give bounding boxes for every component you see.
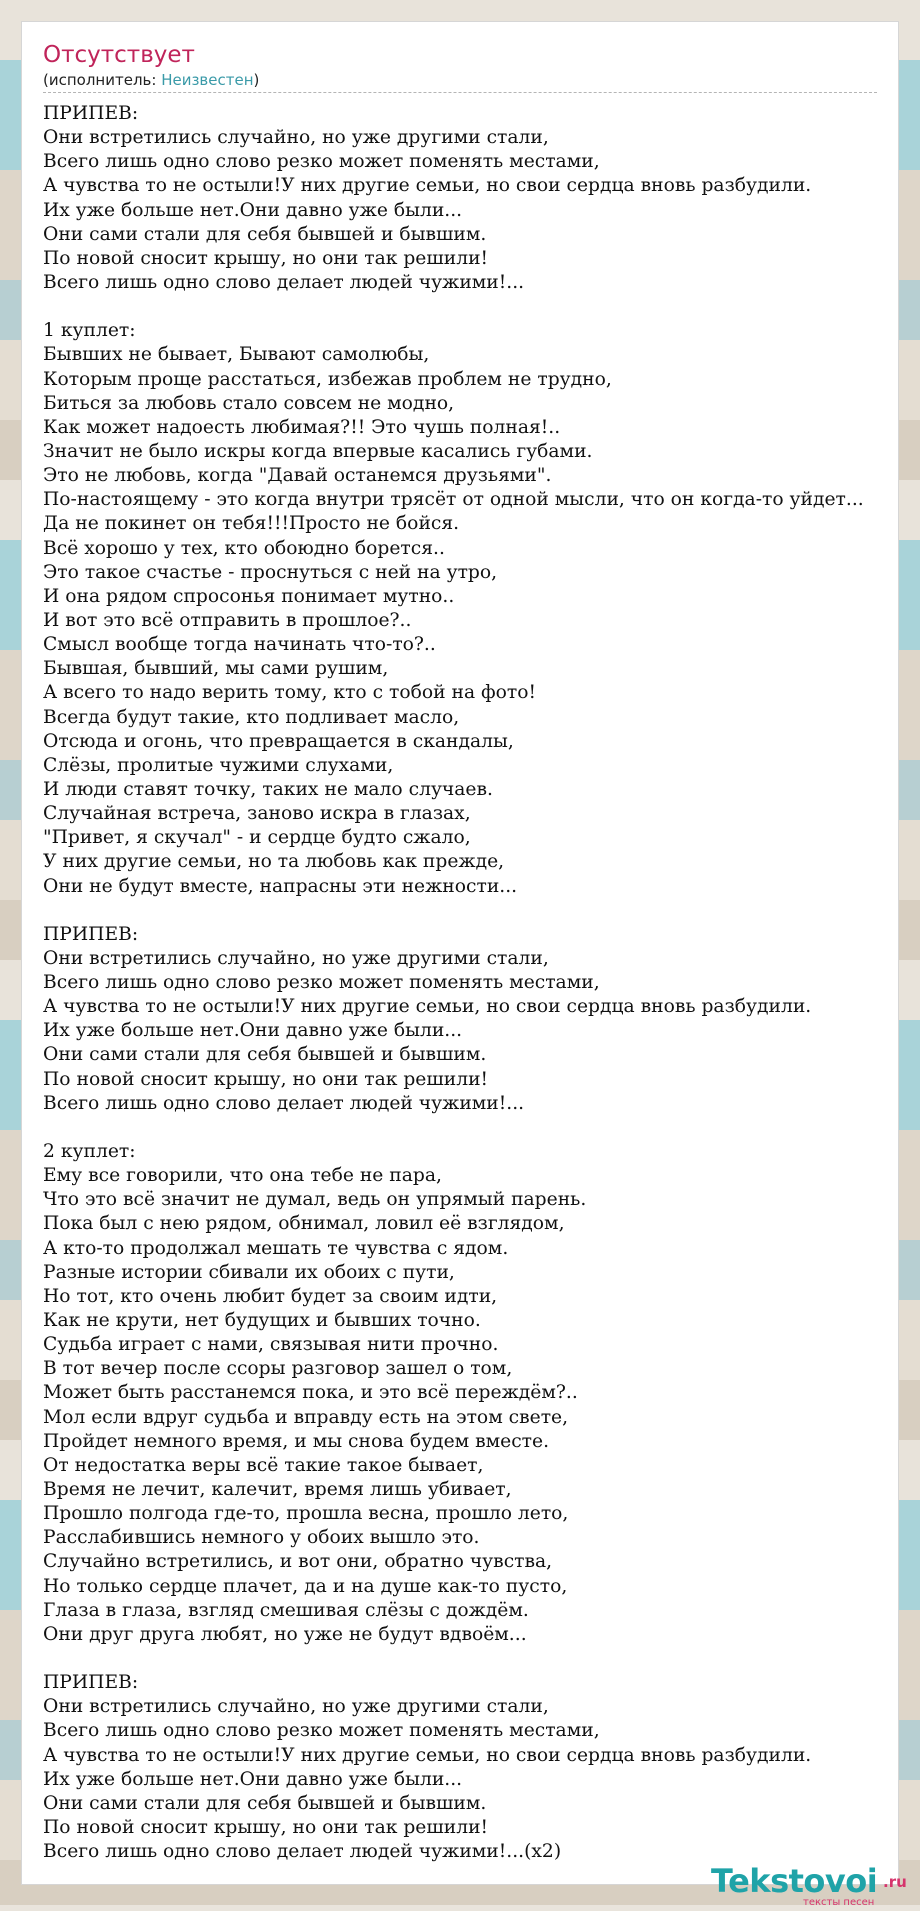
lyric-line: Ему все говорили, что она тебе не пара, xyxy=(43,1165,442,1187)
lyric-line: Расслабившись немного у обоих вышло это. xyxy=(43,1527,480,1549)
performer-suffix: ) xyxy=(253,71,260,89)
logo-tagline: тексты песен xyxy=(803,1897,875,1908)
site-logo[interactable] xyxy=(711,1861,920,1911)
lyric-blank-line xyxy=(43,1647,920,1671)
lyric-line: Пройдет немного время, и мы снова будем вместе. xyxy=(43,1430,550,1452)
logo-wordmark: Tekstovoi xyxy=(711,1862,878,1900)
lyric-line: Всего лишь одно слово резко может поменять местами, xyxy=(43,1720,600,1742)
lyric-line: Всё хорошо у тех, кто обоюдно борется.. xyxy=(43,537,445,559)
lyric-line: По новой сносит крышу, но они так решили! xyxy=(43,1068,489,1090)
lyric-line: А чувства то не остыли!У них другие семьи, но свои сердца вновь разбудили. xyxy=(43,1744,812,1766)
lyric-line: Они не будут вместе, напрасны эти нежности... xyxy=(43,875,518,897)
lyric-line: Они сами стали для себя бывшей и бывшим. xyxy=(43,223,487,245)
lyric-line: 2 куплет: xyxy=(43,1141,136,1163)
lyric-line: Всего лишь одно слово резко может поменять местами, xyxy=(43,151,600,173)
lyric-line: Они встретились случайно, но уже другими стали, xyxy=(43,1696,549,1718)
lyric-line: А всего то надо верить тому, кто с тобой на фото! xyxy=(43,682,537,704)
lyric-line: Случайная встреча, заново искра в глазах, xyxy=(43,803,471,825)
lyric-line: Разные истории сбивали их обоих с пути, xyxy=(43,1261,455,1283)
lyric-line: Всего лишь одно слово делает людей чужими!... xyxy=(43,271,525,293)
lyric-line: Как не крути, нет будущих и бывших точно. xyxy=(43,1310,481,1332)
lyric-line: Глаза в глаза, взгляд смешивая слёзы с дождём. xyxy=(43,1599,529,1621)
lyric-line: Их уже больше нет.Они давно уже были... xyxy=(43,199,463,221)
lyric-line: По-настоящему - это когда внутри трясёт от одной мысли, что он когда-то уйдет... xyxy=(43,489,864,511)
lyric-line: Они встретились случайно, но уже другими стали, xyxy=(43,947,549,969)
lyric-line: ПРИПЕВ: xyxy=(43,103,139,124)
lyric-line: Всегда будут такие, кто подливает масло, xyxy=(43,706,460,728)
lyric-line: Это не любовь, когда "Давай останемся друзьями". xyxy=(43,465,552,487)
lyric-blank-line xyxy=(43,1116,920,1140)
lyric-line: Судьба играет с нами, связывая нити прочно. xyxy=(43,1334,499,1356)
lyric-line: Как может надоесть любимая?!! Это чушь полная!.. xyxy=(43,416,561,438)
song-header xyxy=(43,40,877,93)
lyric-line: "Привет, я скучал" - и сердце будто сжало, xyxy=(43,827,471,849)
lyric-line: Случайно встретились, и вот они, обратно чувства, xyxy=(43,1551,553,1573)
lyric-line: Биться за любовь стало совсем не модно, xyxy=(43,392,455,414)
lyric-line: Всего лишь одно слово резко может поменять местами, xyxy=(43,972,600,994)
lyric-line: Смысл вообще тогда начинать что-то?.. xyxy=(43,634,436,656)
lyric-line: Но только сердце плачет, да и на душе как-то пусто, xyxy=(43,1575,568,1597)
lyric-line: Но тот, кто очень любит будет за своим идти, xyxy=(43,1285,498,1307)
lyric-line: И она рядом спросонья понимает мутно.. xyxy=(43,585,455,607)
lyric-line: Они сами стали для себя бывшей и бывшим. xyxy=(43,1044,487,1066)
lyric-line: Их уже больше нет.Они давно уже были... xyxy=(43,1020,463,1042)
lyric-line: Что это всё значит не думал, ведь он упрямый парень. xyxy=(43,1189,587,1211)
lyric-line: Они сами стали для себя бывшей и бывшим. xyxy=(43,1792,487,1814)
lyric-line: По новой сносит крышу, но они так решили! xyxy=(43,247,489,269)
lyric-line: Прошло полгода где-то, прошла весна, прошло лето, xyxy=(43,1503,569,1525)
lyric-line: И люди ставят точку, таких не мало случаев. xyxy=(43,778,493,800)
logo-tld: .ru xyxy=(883,1873,907,1891)
lyric-line: По новой сносит крышу, но они так решили! xyxy=(43,1816,489,1838)
lyric-line: Отсюда и огонь, что превращается в скандалы, xyxy=(43,730,514,752)
lyric-line: Мол если вдруг судьба и вправду есть на этом свете, xyxy=(43,1406,569,1428)
lyrics-card xyxy=(21,21,907,1908)
lyric-line: Это такое счастье - проснуться с ней на утро, xyxy=(43,561,498,583)
lyric-line: Пока был с нею рядом, обнимал, ловил её взглядом, xyxy=(43,1213,565,1235)
lyric-line: Время не лечит, калечит, время лишь убивает, xyxy=(43,1479,512,1501)
lyric-line: А кто-то продолжал мешать те чувства с ядом. xyxy=(43,1237,509,1259)
song-title: Отсутствует xyxy=(43,42,195,68)
lyric-line: У них другие семьи, но та любовь как прежде, xyxy=(43,851,505,873)
lyric-line: Бывших не бывает, Бывают самолюбы, xyxy=(43,344,430,366)
lyric-line: В тот вечер после ссоры разговор зашел о том, xyxy=(43,1358,513,1380)
lyric-blank-line xyxy=(43,295,920,319)
lyric-line: Всего лишь одно слово делает людей чужими!... xyxy=(43,1092,525,1114)
lyric-line: А чувства то не остыли!У них другие семьи, но свои сердца вновь разбудили. xyxy=(43,996,812,1018)
lyrics-text xyxy=(43,102,920,1864)
lyric-line: От недостатка веры всё такие такое бывает, xyxy=(43,1454,484,1476)
lyric-line: Да не покинет он тебя!!!Просто не бойся. xyxy=(43,513,460,535)
lyric-line: И вот это всё отправить в прошлое?.. xyxy=(43,609,412,631)
lyric-line: ПРИПЕВ: xyxy=(43,1672,139,1694)
lyric-line: 1 куплет: xyxy=(43,320,136,342)
performer-prefix: (исполнитель: xyxy=(43,71,162,89)
lyric-line: Они друг друга любят, но уже не будут вдвоём... xyxy=(43,1623,527,1645)
lyric-line: Значит не было искры когда впервые касались губами. xyxy=(43,440,593,462)
lyric-line: А чувства то не остыли!У них другие семьи, но свои сердца вновь разбудили. xyxy=(43,175,812,197)
lyric-line: Может быть расстанемся пока, и это всё переждём?.. xyxy=(43,1382,578,1404)
performer-link[interactable]: Неизвестен xyxy=(161,71,254,89)
lyric-line: ПРИПЕВ: xyxy=(43,923,139,945)
lyric-line: Они встретились случайно, но уже другими стали, xyxy=(43,127,549,149)
lyric-line: Их уже больше нет.Они давно уже были... xyxy=(43,1768,463,1790)
lyric-blank-line xyxy=(43,899,920,923)
lyric-line: Всего лишь одно слово делает людей чужими!...(x2) xyxy=(43,1841,562,1863)
lyric-line: Бывшая, бывший, мы сами рушим, xyxy=(43,658,389,680)
lyric-line: Которым проще расстаться, избежав проблем не трудно, xyxy=(43,368,612,390)
lyric-line: Слёзы, пролитые чужими слухами, xyxy=(43,754,394,776)
performer-line xyxy=(43,70,877,90)
